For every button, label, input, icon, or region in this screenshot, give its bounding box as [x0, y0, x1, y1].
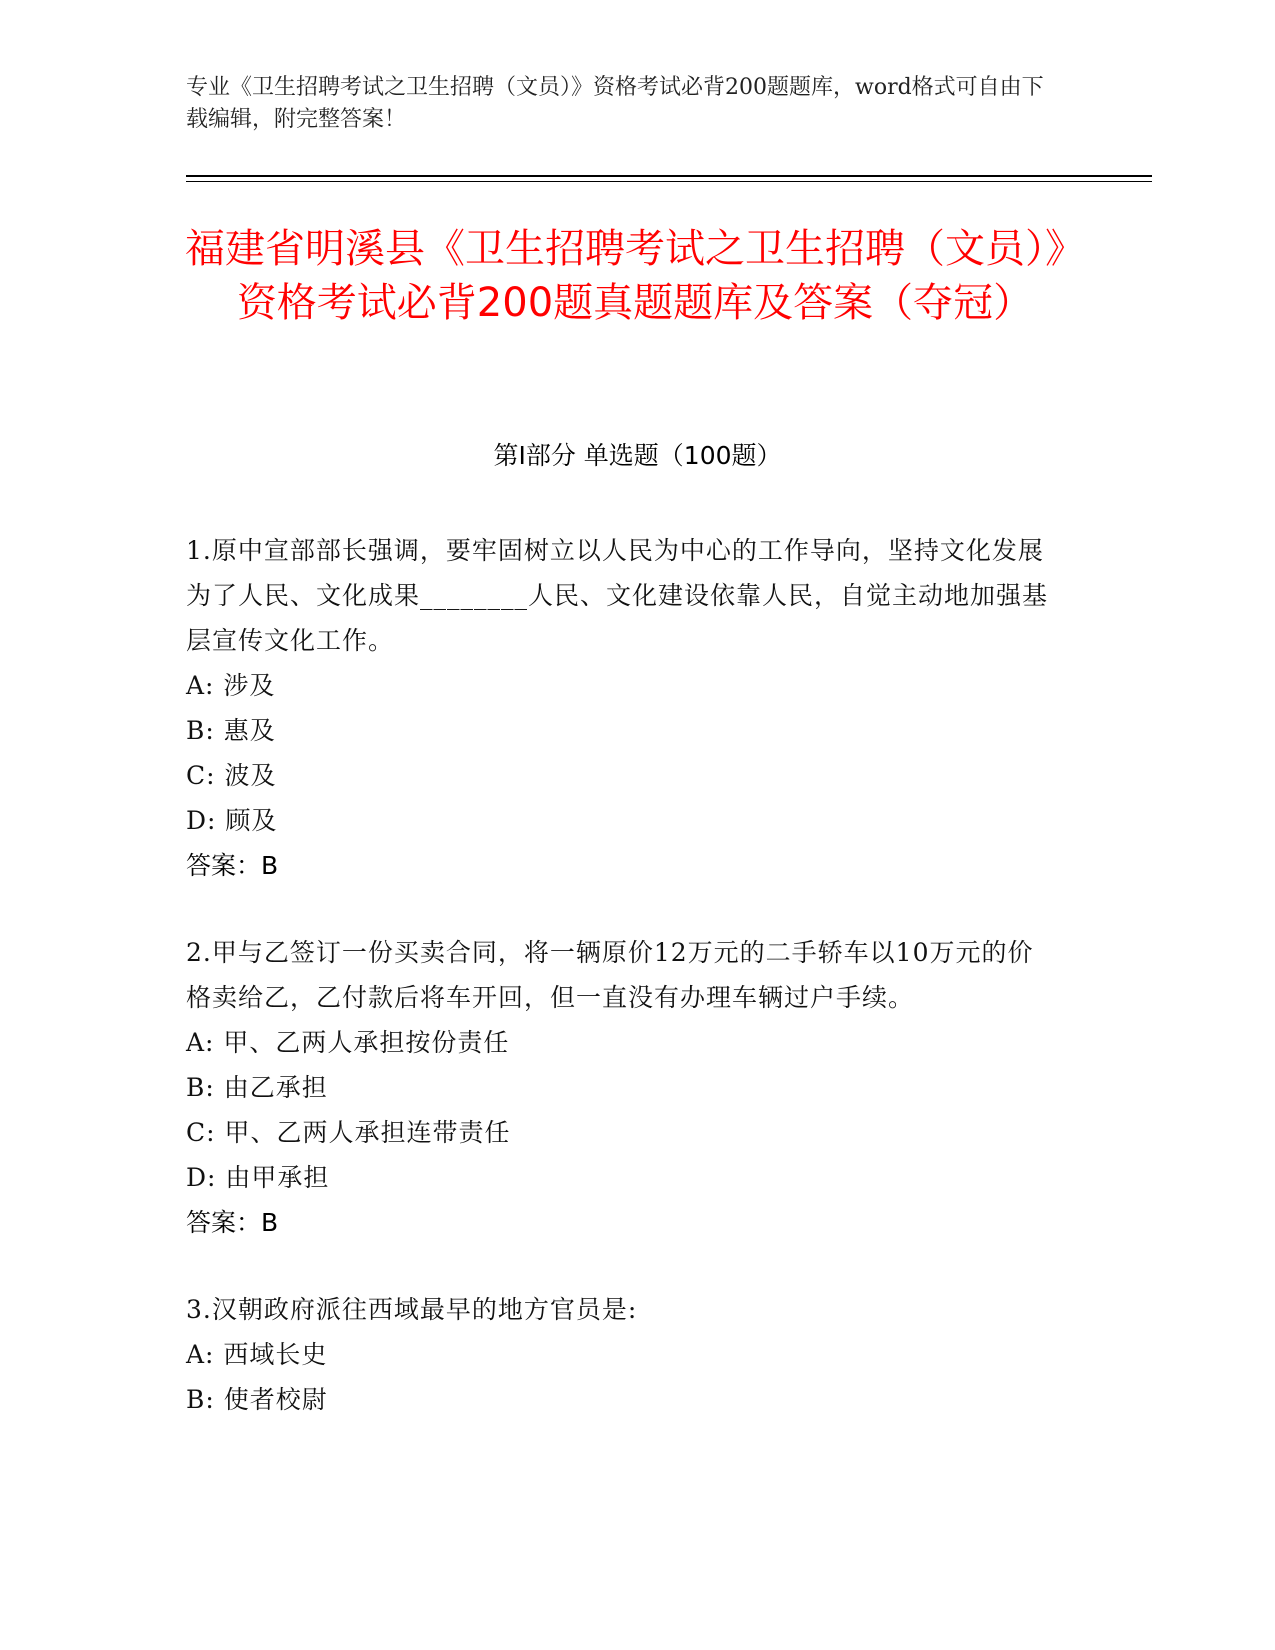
question-stem: 1.原中宣部部长强调，要牢固树立以人民为中心的工作导向，坚持文化发展为了人民、文化成果________人民、文化建设依靠人民，自觉主动地加强基层宣传文化工作。 — [186, 536, 1049, 655]
question-3 — [186, 1287, 1056, 1422]
option-b: B: 使者校尉 — [186, 1385, 328, 1414]
question-2 — [186, 930, 1056, 1245]
option-d: D: 由甲承担 — [186, 1163, 330, 1192]
answer: 答案：B — [186, 851, 279, 880]
option-a: A: 甲、乙两人承担按份责任 — [186, 1028, 510, 1057]
question-stem: 2.甲与乙签订一份买卖合同，将一辆原价12万元的二手轿车以10万元的价格卖给乙，乙付款后将车开回，但一直没有办理车辆过户手续。 — [186, 938, 1034, 1012]
question-1 — [186, 528, 1056, 888]
question-stem: 3.汉朝政府派往西域最早的地方官员是: — [186, 1295, 638, 1324]
option-b: B: 由乙承担 — [186, 1073, 328, 1102]
option-a: A: 西域长史 — [186, 1340, 328, 1369]
question-list — [186, 528, 1056, 1464]
header-divider-thin — [186, 181, 1152, 182]
option-d: D: 顾及 — [186, 806, 278, 835]
option-a: A: 涉及 — [186, 671, 276, 700]
section-heading: 第Ⅰ部分 单选题（100题） — [493, 441, 782, 470]
option-c: C: 波及 — [186, 761, 277, 790]
option-c: C: 甲、乙两人承担连带责任 — [186, 1118, 511, 1147]
option-b: B: 惠及 — [186, 716, 276, 745]
header-note: 专业《卫生招聘考试之卫生招聘（文员）》资格考试必背200题题库，word格式可自由下载编辑，附完整答案！ — [186, 75, 1044, 132]
answer: 答案：B — [186, 1208, 279, 1237]
document-title: 福建省明溪县《卫生招聘考试之卫生招聘（文员）》资格考试必背200题真题题库及答案（夺冠） — [185, 226, 1085, 326]
header-divider-thick — [186, 175, 1152, 177]
